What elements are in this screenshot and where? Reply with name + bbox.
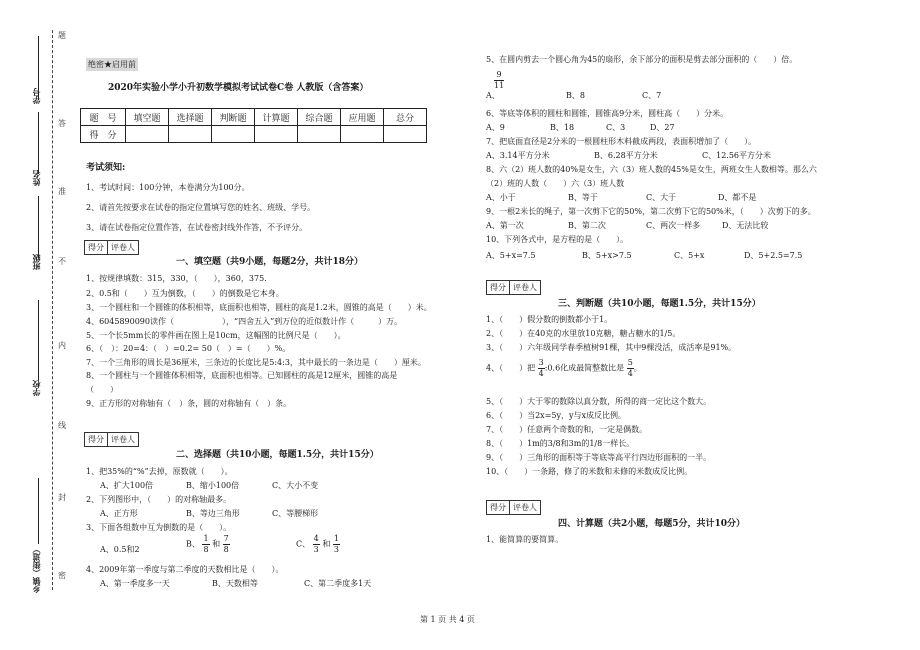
- option: A、第一季度多一天: [100, 579, 170, 588]
- option: D、无法比较: [722, 221, 769, 230]
- grader-reviewer-label: 评卷人: [509, 501, 540, 514]
- question-item: 3、（ ）六年级同学春季植树91棵，其中9棵没活，成活率是91%。: [486, 343, 737, 352]
- option: C、大小不变: [272, 481, 319, 490]
- name-label: 姓名: [31, 170, 41, 186]
- denominator: 4: [538, 369, 544, 378]
- question-item: 8、一个圆柱与一个圆锥体积相等，底面积也相等。已知圆柱的高是12厘米，圆锥的高是: [86, 371, 398, 380]
- question-item: （ ）: [86, 385, 118, 394]
- township-label: 乡镇（街道）: [31, 545, 41, 593]
- score-header-cell: 综合题: [298, 109, 341, 126]
- denominator: 8: [223, 545, 229, 554]
- denominator: 8: [203, 545, 209, 554]
- numerator: 1: [203, 534, 209, 543]
- option: B、第二次: [568, 221, 606, 230]
- option: C、12.56平方分米: [702, 151, 772, 160]
- question-item: 6、等底等体积的圆柱和圆锥，圆锥高9分米，圆柱高（ ）分米。: [486, 109, 729, 118]
- school-field[interactable]: [38, 300, 40, 380]
- score-table-header-row: [81, 109, 427, 126]
- question-item: 9、正方形的对称轴有（ ）条，圆的对称轴有（ ）条。: [86, 399, 292, 408]
- numerator: 3: [538, 358, 544, 367]
- grader-score-label: 得分: [88, 243, 104, 252]
- question-item: 9、一根2米长的绳子，第一次剪下它的50%，第二次剪下它的50%米，（ ）次剪下的多。: [486, 207, 816, 216]
- score-cell[interactable]: [126, 126, 169, 143]
- question-item: （2）班的人数（ ）六（3）班人数: [486, 179, 625, 188]
- question-item: 5、在圆内剪去一个圆心角为45的扇形，余下部分的面积是剪去部分面积的（ ）倍。: [486, 55, 798, 64]
- grader-reviewer-label: 评卷人: [509, 281, 540, 294]
- option: A、0.5和2: [100, 545, 140, 554]
- section-title: 一、填空题（共9小题，每题2分，共计18分）: [176, 257, 364, 267]
- question-item: 7、一个三角形的周长是36厘米，三条边的长度比是5:4:3，其中最长的一条边是（ ）厘米。: [86, 358, 426, 367]
- question-item: 5、一个长5mm长的零件画在图上是10cm，这幅图的比例尺是（ ）。: [86, 331, 346, 340]
- seal-char: 不: [58, 257, 66, 266]
- grader-reviewer-label: 评卷人: [107, 433, 138, 446]
- fraction: [223, 534, 230, 555]
- score-header-cell: 填空题: [126, 109, 169, 126]
- denominator: 4: [627, 369, 633, 378]
- question-item: 8、六（2）班人数的40%是女生，六（3）班人数的45%是女生，两班女生人数相等。那么六: [486, 165, 817, 174]
- name-field[interactable]: [38, 112, 40, 174]
- denominator: 11: [494, 81, 505, 90]
- and-text: 和: [322, 539, 331, 549]
- notice-item: 1、考试时间：100分钟，本卷满分为100分。: [86, 183, 250, 192]
- grader-box: [486, 500, 541, 515]
- question-item: 2、0.5和（ ）互为倒数，（ ）的倒数是它本身。: [86, 289, 284, 298]
- numerator: 7: [223, 534, 229, 543]
- question-item: 4、6045890090读作（ ），“四舍五入”到万位的近似数计作（ ）万。: [86, 317, 403, 326]
- score-table-row: [81, 126, 427, 143]
- grader-reviewer-label: 评卷人: [107, 241, 138, 254]
- question-item: 10、（ ）一条路，修了的米数和未修的米数成反比例。: [486, 467, 693, 476]
- notice-item: 2、请首先按要求在试卷的指定位置填写您的姓名、班级、学号。: [86, 203, 316, 212]
- option: B、8: [566, 91, 585, 100]
- option: C、等腰梯形: [272, 509, 319, 518]
- grader-box: [84, 240, 139, 255]
- seal-char: 题: [58, 31, 66, 40]
- student-id-field[interactable]: [38, 36, 40, 92]
- fraction: [333, 534, 340, 555]
- seal-char: 准: [58, 187, 66, 196]
- township-field[interactable]: [38, 478, 40, 544]
- option-fraction-pair: [296, 534, 340, 555]
- question-item: 7、（ ）任意两个奇数的和，一定是偶数。: [486, 425, 648, 434]
- score-cell[interactable]: [212, 126, 255, 143]
- fraction: [494, 70, 504, 91]
- option: A、第一次: [486, 221, 524, 230]
- grader-score-label: 得分: [490, 283, 506, 292]
- option: A、3.14平方分米: [486, 151, 550, 160]
- option: A、正方形: [100, 509, 138, 518]
- option: C、3: [606, 123, 626, 132]
- section-title: 三、判断题（共10小题，每题1.5分，共计15分）: [558, 299, 761, 309]
- option: A、扩大100倍: [100, 481, 154, 490]
- question-item: 1、按规律填数：315，330，（ ），360，375.: [86, 274, 267, 283]
- score-cell[interactable]: [169, 126, 212, 143]
- numerator: 9: [494, 70, 504, 81]
- fraction: [538, 358, 545, 379]
- score-header-cell: 总分: [384, 109, 427, 126]
- question-item: 1、把35%的“%”去掉，原数就（ ）。: [86, 467, 233, 476]
- fraction: [313, 534, 320, 555]
- option-label: C、: [296, 539, 311, 549]
- option: A、: [486, 91, 500, 100]
- option: D、5+2.5=7.5: [744, 251, 803, 260]
- question-item: 3、一个圆柱和一个圆锥的体积相等，底面积也相等，圆柱的高是1.2米，圆锥的高是（ ）米。: [86, 303, 432, 312]
- question-item: 5、（ ）大于零的数除以真分数，所得的商一定比这个数大。: [486, 397, 712, 406]
- question-item: 1、能简算的要简算。: [486, 535, 564, 544]
- seal-char: 线: [58, 421, 66, 430]
- grader-box: [486, 280, 541, 295]
- numerator: 1: [333, 534, 339, 543]
- option: D、都不是: [718, 193, 757, 202]
- seal-char: 答: [58, 119, 66, 128]
- option: C、两次一样多: [646, 221, 701, 230]
- question-item: 7、把底面直径是2分米的一根圆柱形木料截成两段，表面积增加了（ ）。: [486, 137, 757, 146]
- option: B、5+x>7.5: [582, 251, 632, 260]
- question-text: 。: [633, 363, 642, 373]
- option: B、缩小100倍: [186, 481, 240, 490]
- fraction: [494, 70, 504, 91]
- denominator: 3: [313, 545, 319, 554]
- question-item: 4、2009年第一季度与第二季度的天数相比是（ ）。: [86, 565, 284, 574]
- option: D、27: [650, 123, 675, 132]
- confidential-stamp: 绝密★启用前: [88, 60, 136, 69]
- section-title: 四、计算题（共2小题，每题5分，共计10分）: [558, 519, 746, 529]
- page-title: 2020年实验小学小升初数学模拟考试试卷C卷 人教版（含答案）: [108, 83, 369, 93]
- grader-score-label: 得分: [490, 503, 506, 512]
- score-cell[interactable]: [298, 126, 341, 143]
- question-item-fraction: [486, 358, 642, 379]
- section-title: 二、选择题（共10小题，每题1.5分，共计15分）: [176, 450, 379, 460]
- question-text: 4、（ ）把: [486, 363, 536, 373]
- score-table: [80, 108, 427, 143]
- and-text: 和: [212, 539, 221, 549]
- score-row-label: 得 分: [81, 126, 126, 143]
- score-header-cell: 选择题: [169, 109, 212, 126]
- question-item: 6、（ ）：20=4：（ ）=0.2= 50（ ）=（ ）%。: [86, 344, 291, 353]
- score-header-cell: 判断题: [212, 109, 255, 126]
- option-fraction-pair: [186, 534, 230, 555]
- grader-box: [84, 432, 139, 447]
- score-header-cell: 应用题: [341, 109, 384, 126]
- numerator: 4: [313, 534, 319, 543]
- page-number: 第 1 页 共 4 页: [420, 615, 475, 624]
- fraction: [202, 534, 209, 555]
- notice-title: 考试须知:: [86, 163, 126, 173]
- question-item: 1、（ ）假分数的倒数都小于1。: [486, 315, 613, 324]
- question-item: 9、（ ）三角形的面积等于等底等高平行四边形面积的一半。: [486, 453, 712, 462]
- option: B、6.28平方分米: [594, 151, 658, 160]
- seal-char: 内: [58, 341, 66, 350]
- question-item: 2、下列图形中，（ ）的对称轴最多。: [86, 495, 232, 504]
- option-label: B、: [186, 539, 200, 549]
- question-item: 10、下列各式中，是方程的是（ ）。: [486, 235, 629, 244]
- option: C、7: [642, 91, 662, 100]
- score-cell[interactable]: [384, 126, 427, 143]
- option: C、5+x: [674, 251, 705, 260]
- notice-item: 3、请在试卷指定位置作答，在试卷密封线外作答，不予评分。: [86, 223, 308, 232]
- question-item: 8、（ ）1m的3/8和3m的1/8一样长。: [486, 439, 635, 448]
- grader-score-label: 得分: [88, 435, 104, 444]
- score-cell[interactable]: [341, 126, 384, 143]
- class-label: 班级: [31, 254, 41, 270]
- question-item: 6、（ ）当2x=5y，y与x成反比例。: [486, 411, 627, 420]
- option: C、大于: [646, 193, 677, 202]
- option: C、第二季度多1天: [304, 579, 372, 588]
- option: A、小于: [486, 193, 516, 202]
- seal-char: 密: [58, 571, 66, 580]
- binding-dashed-line: [52, 30, 53, 590]
- denominator: 3: [333, 545, 339, 554]
- seal-char: 封: [58, 493, 66, 502]
- option: B、等边三角形: [186, 509, 240, 518]
- option: A、5+x=7.5: [486, 251, 536, 260]
- option: B、天数相等: [212, 579, 258, 588]
- numerator: 5: [627, 358, 633, 367]
- student-id-label: 学号: [31, 88, 41, 104]
- option: B、等于: [568, 193, 598, 202]
- question-item: 3、下面各组数中互为倒数的是（ ）。: [86, 523, 232, 532]
- option: B、18: [550, 123, 575, 132]
- option: A、9: [486, 123, 505, 132]
- fraction: [627, 358, 634, 379]
- score-header-cell: 题 号: [81, 109, 126, 126]
- class-field[interactable]: [38, 196, 40, 258]
- question-text: :0.6化成最简整数比是: [544, 363, 625, 373]
- school-label: 学校: [31, 380, 41, 396]
- question-item: 2、（ ）在40克的水里放10克糖，糖占糖水的1/5。: [486, 329, 681, 338]
- score-cell[interactable]: [255, 126, 298, 143]
- score-header-cell: 计算题: [255, 109, 298, 126]
